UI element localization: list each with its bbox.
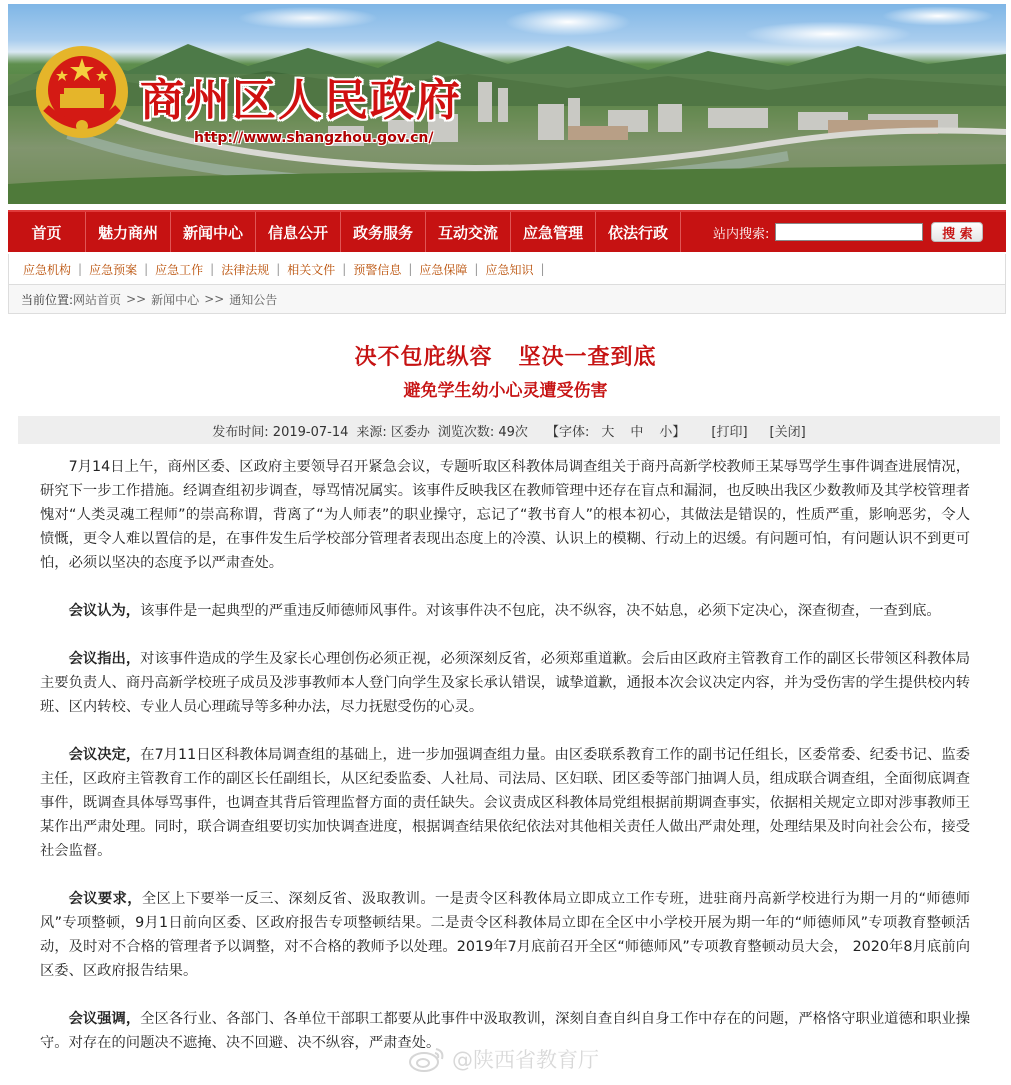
article-paragraph: [40, 599, 970, 623]
breadcrumb: [8, 284, 1006, 314]
subnav-separator: |: [408, 262, 413, 276]
paragraph-lead: 会议指出，: [68, 651, 141, 667]
breadcrumb-arrow: >>: [126, 292, 147, 306]
font-size-small[interactable]: 小】: [659, 424, 686, 440]
subnav-item-knowledge[interactable]: 应急知识: [485, 262, 534, 277]
breadcrumb-news[interactable]: 新闻中心: [151, 292, 200, 307]
subnav-separator: |: [210, 262, 215, 276]
article-paragraph: [40, 743, 970, 863]
site-url[interactable]: http://www.shangzhou.gov.cn/: [194, 130, 434, 146]
breadcrumb-notices[interactable]: 通知公告: [229, 292, 278, 307]
nav-item-interaction[interactable]: 互动交流: [426, 212, 511, 252]
close-link[interactable]: [关闭]: [769, 424, 806, 440]
nav-item-info-disclosure[interactable]: 信息公开: [256, 212, 341, 252]
subnav-separator: |: [78, 262, 83, 276]
subnav-item-warnings[interactable]: 预警信息: [353, 262, 402, 277]
article-subtitle: 避免学生幼小心灵遭受伤害: [403, 381, 608, 400]
search-button[interactable]: 搜 索: [931, 222, 983, 242]
nav-item-emergency[interactable]: 应急管理: [511, 212, 596, 252]
font-size-label: 【字体:: [545, 424, 590, 440]
subnav-separator: |: [144, 262, 149, 276]
national-emblem-icon: [32, 42, 132, 146]
nav-item-charm-shangzhou[interactable]: 魅力商州: [86, 212, 171, 252]
article-title: 决不包庇纵容 坚决一查到底: [354, 344, 657, 369]
subnav-item-work[interactable]: 应急工作: [155, 262, 204, 277]
search-label: 站内搜索:: [713, 226, 770, 242]
site-banner: [8, 4, 1006, 204]
watermark-text: @陕西省教育厅: [452, 1048, 599, 1072]
article-body: [40, 455, 970, 1079]
paragraph-lead: 会议认为，: [68, 603, 141, 619]
nav-item-news-center[interactable]: 新闻中心: [171, 212, 256, 252]
paragraph-lead: 会议强调，: [68, 1011, 141, 1027]
article-source: 来源: 区委办: [356, 424, 430, 440]
nav-item-home[interactable]: 首页: [8, 212, 86, 252]
weibo-icon: [408, 1045, 446, 1073]
site-title: 商州区人民政府: [140, 76, 462, 125]
breadcrumb-arrow: >>: [204, 292, 225, 306]
subnav-item-plans[interactable]: 应急预案: [89, 262, 138, 277]
paragraph-lead: 会议要求，: [68, 891, 142, 907]
paragraph-text: 在7月11日区科教体局调查组的基础上，进一步加强调查组力量。由区委联系教育工作的副书记任组长，区委常委、纪委书记、监委主任，区政府主管教育工作的副区长任副组长，从区纪委监委、人社局、司法局、区妇联、团区委等部门抽调人员，组成联合调查组，全面彻底调查事件，既调查具体辱骂事件，也调查其背后管理监督方面的责任缺失。会议责成区科教体局党组根据前期调查事实，依据相关规定立即对涉事教师王某作出严肃处理。同时，联合调查组要切实加快调查进度，根据调查结果依纪依法对其他相关责任人做出严肃处理，处理结果及时向社会公布，接受社会监督。: [40, 747, 970, 859]
emergency-subnav: [8, 254, 1006, 284]
main-nav: [8, 210, 1006, 252]
article-paragraph: [40, 887, 970, 983]
publish-date: 发布时间: 2019-07-14: [212, 424, 349, 440]
breadcrumb-home[interactable]: 网站首页: [73, 292, 122, 307]
article-paragraph: [40, 647, 970, 719]
subnav-separator: |: [342, 262, 347, 276]
subnav-separator: |: [276, 262, 281, 276]
subnav-item-documents[interactable]: 相关文件: [287, 262, 336, 277]
subnav-item-support[interactable]: 应急保障: [419, 262, 468, 277]
paragraph-text: 该事件是一起典型的严重违反师德师风事件。对该事件决不包庇，决不纵容，决不姑息，必须下定决心，深查彻查，一查到底。: [140, 603, 941, 619]
print-link[interactable]: [打印]: [711, 424, 748, 440]
font-size-large[interactable]: 大: [601, 424, 615, 440]
subnav-separator: |: [474, 262, 479, 276]
article-meta-bar: [18, 416, 1000, 444]
search-input[interactable]: [775, 223, 923, 241]
nav-item-law[interactable]: 依法行政: [596, 212, 681, 252]
weibo-watermark: [408, 1044, 599, 1074]
paragraph-text: 全区各行业、各部门、各单位干部职工都要从此事件中汲取教训，深刻自查自纠自身工作中存在的问题，严格恪守职业道德和职业操守。对存在的问题决不遮掩、决不回避、决不纵容，严肃查处。: [40, 1011, 970, 1051]
paragraph-text: 对该事件造成的学生及家长心理创伤必须正视，必须深刻反省，必须郑重道歉。会后由区政府主管教育工作的副区长带领区科教体局主要负责人、商丹高新学校班子成员及涉事教师本人登门向学生及家长承认错误，诚挚道歉，通报本次会议决定内容，并为受伤害的学生提供校内转班、区内转校、专业人员心理疏导等多种办法，尽力抚慰受伤的心灵。: [40, 651, 970, 715]
view-count: 浏览次数: 49次: [437, 424, 528, 440]
breadcrumb-label: 当前位置:: [21, 292, 74, 307]
paragraph-text: 7月14日上午，商州区委、区政府主要领导召开紧急会议，专题听取区科教体局调查组关于商丹高新学校教师王某辱骂学生事件调查进展情况，研究下一步工作措施。经调查组初步调查，辱骂情况属实。该事件反映我区在教师管理中还存在盲点和漏洞，也反映出我区少数教师及其学校管理者愧对“人类灵魂工程师”的崇高称谓，背离了“为人师表”的职业操守，忘记了“教书育人”的根本初心，其做法是错误的，性质严重，影响恶劣，令人愤慨，更令人难以置信的是，在事件发生后学校部分管理者表现出态度上的冷漠、认识上的模糊、行动上的迟缓。有问题可怕，有问题认识不到更可怕，必须以坚决的态度予以严肃查处。: [40, 459, 970, 571]
paragraph-text: 全区上下要举一反三、深刻反省、汲取教训。一是责令区科教体局立即成立工作专班，进驻商丹高新学校进行为期一月的“师德师风”专项整顿，9月1日前向区委、区政府报告专项整顿结果。二是责令区科教体局立即在全区中小学校开展为期一年的“师德师风”专项教育整顿活动，及时对不合格的管理者予以调整，对不合格的教师予以处理。2019年7月底前召开全区“师德师风”专项教育整顿动员大会， 2020年8月底前向区委、区政府报告结果。: [40, 891, 970, 979]
article-paragraph: [40, 455, 970, 575]
font-size-medium[interactable]: 中: [630, 424, 644, 440]
paragraph-lead: 会议决定，: [68, 747, 141, 763]
subnav-item-laws[interactable]: 法律法规: [221, 262, 270, 277]
nav-item-gov-services[interactable]: 政务服务: [341, 212, 426, 252]
subnav-separator: |: [540, 262, 545, 276]
subnav-item-agencies[interactable]: 应急机构: [23, 262, 72, 277]
